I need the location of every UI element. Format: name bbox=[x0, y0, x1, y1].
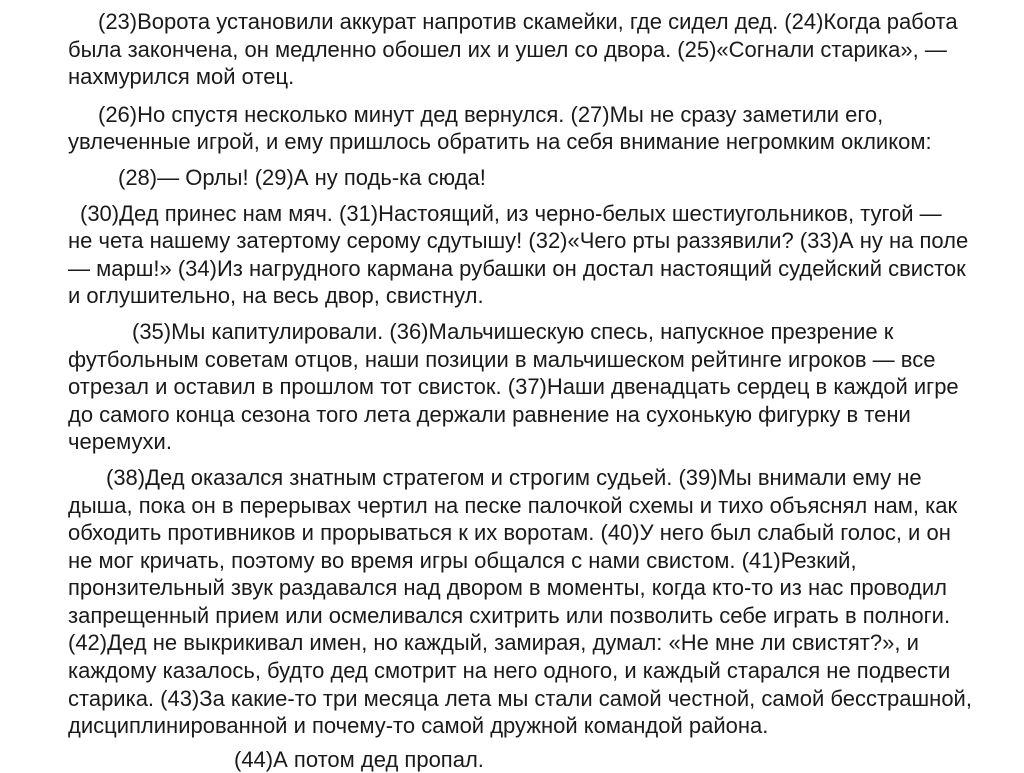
text-line: черемухи. bbox=[68, 429, 172, 455]
paragraph-26-27 bbox=[68, 101, 998, 156]
text-line: до самого конца сезона того лета держали равнение на сухонькую фигурку в тени bbox=[68, 401, 911, 427]
text-line: и оглушительно, на весь двор, свистнул. bbox=[68, 283, 484, 309]
text-line: каждому казалось, будто дед смотрит на него одного, и каждый старался не подвести bbox=[68, 658, 951, 684]
text-line: (35)Мы капитулировали. (36)Мальчишескую спесь, напускное презрение к bbox=[132, 318, 894, 344]
text-line: (42)Дед не выкрикивал имен, но каждый, замирая, думал: «Не мне ли свистят?», и bbox=[68, 630, 919, 656]
text-line: футбольным советам отцов, наши позиции в мальчишеском рейтинге игроков — все bbox=[68, 346, 936, 372]
text-line: дыша, пока он в перерывах чертил на песке палочкой схемы и тихо объяснял нам, как bbox=[68, 492, 958, 518]
text-line: обходить противников и прорываться к их воротам. (40)У него был слабый голос, и он bbox=[68, 520, 951, 546]
text-line: увлеченные игрой, и ему пришлось обратить на себя внимание негромким окликом: bbox=[68, 129, 932, 155]
text-line: запрещенный прием или осмеливался схитрить или позволить себе играть в полноги. bbox=[68, 602, 951, 628]
paragraph-28-29 bbox=[68, 164, 998, 192]
paragraph-35-37 bbox=[68, 318, 998, 456]
text-line: (28)— Орлы! (29)А ну подь-ка сюда! bbox=[118, 164, 486, 190]
text-line: пронзительный звук раздавался над двором в моменты, когда кто-то из нас проводил bbox=[68, 575, 948, 601]
text-line: была закончена, он медленно обошел их и ушел со двора. (25)«Согнали старика», — bbox=[68, 36, 947, 62]
text-line: не чета нашему затертому серому сдутышу! (32)«Чего рты раззявили? (33)А ну на поле bbox=[68, 228, 969, 254]
text-line: (30)Дед принес нам мяч. (31)Настоящий, из черно-белых шестиугольников, тугой — bbox=[80, 200, 942, 226]
paragraph-44 bbox=[68, 746, 998, 773]
text-line: нахмурился мой отец. bbox=[68, 64, 295, 90]
text-line: дисциплинированной и почему-то самой дружной командой района. bbox=[68, 713, 769, 739]
text-line: — марш!» (34)Из нагрудного кармана рубашки он достал настоящий судейский свисток bbox=[68, 255, 966, 281]
text-line: (26)Но спустя несколько минут дед вернулся. (27)Мы не сразу заметили его, bbox=[98, 101, 884, 127]
text-line: старика. (43)За какие-то три месяца лета мы стали самой честной, самой бесстрашной, bbox=[68, 685, 972, 711]
text-line: (38)Дед оказался знатным стратегом и строгим судьей. (39)Мы внимали ему не bbox=[106, 464, 922, 490]
text-line: (44)А потом дед пропал. bbox=[234, 746, 484, 772]
text-line: не мог кричать, поэтому во время игры общался с нами свистом. (41)Резкий, bbox=[68, 547, 857, 573]
text-line: отрезал и оставил в прошлом тот свисток. (37)Наши двенадцать сердец в каждой игре bbox=[68, 374, 959, 400]
text-line: (23)Ворота установили аккурат напротив скамейки, где сидел дед. (24)Когда работа bbox=[98, 9, 958, 34]
paragraph-23-25 bbox=[68, 8, 998, 91]
story-text bbox=[68, 8, 998, 773]
paragraph-38-43 bbox=[68, 464, 998, 740]
paragraph-30-34 bbox=[68, 200, 998, 310]
